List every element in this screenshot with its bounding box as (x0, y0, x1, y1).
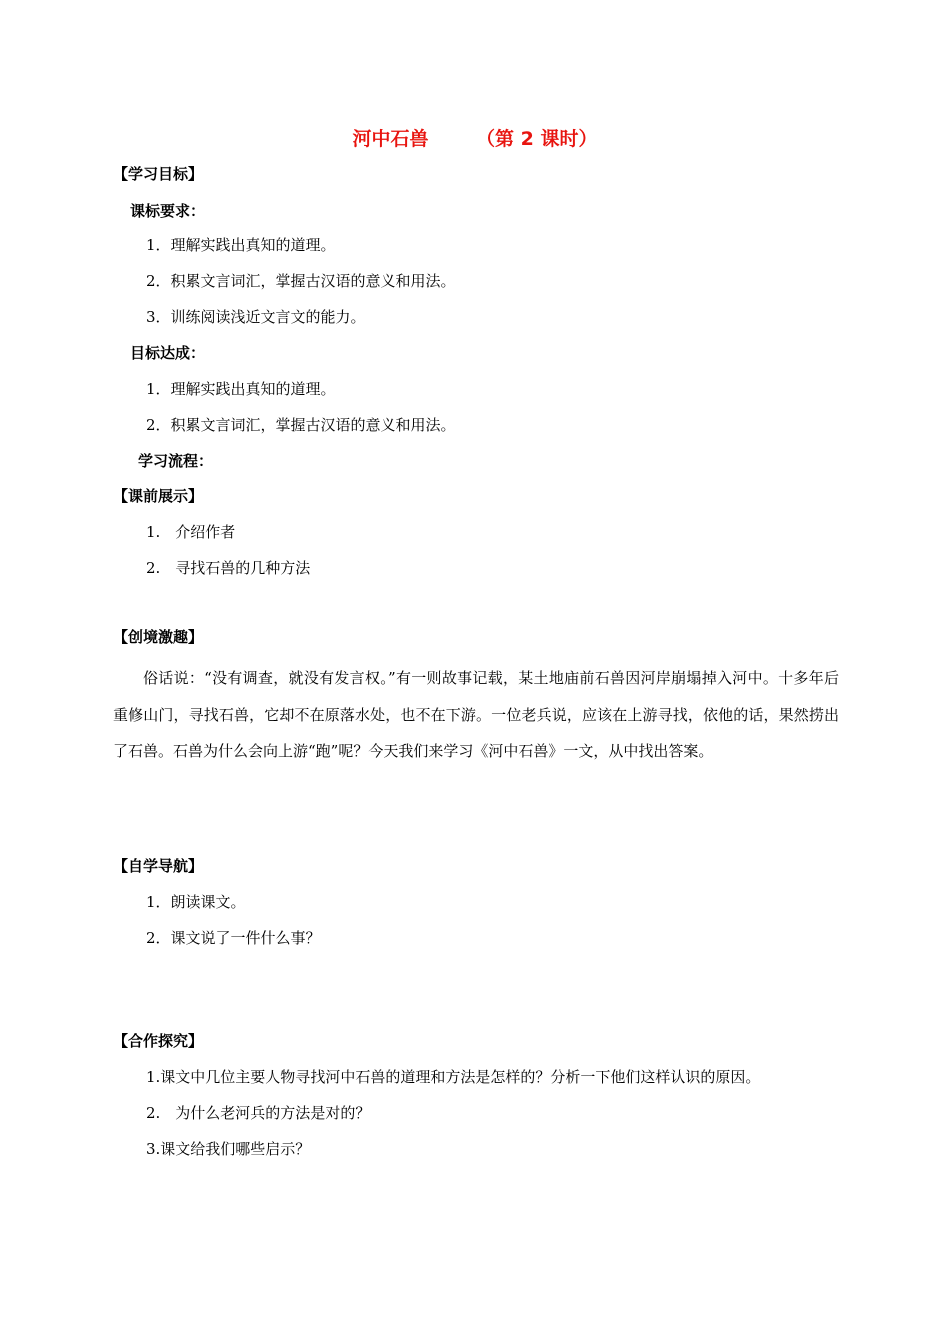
section-heading-self-study: 【自学导航】 (113, 857, 204, 875)
list-item: 2．积累文言词汇，掌握古汉语的意义和用法。 (146, 416, 456, 434)
list-item: 2．积累文言词汇，掌握古汉语的意义和用法。 (146, 272, 456, 290)
list-item: 2. 为什么老河兵的方法是对的？ (146, 1104, 371, 1122)
scenario-paragraph: 俗话说：“没有调查，就没有发言权。”有一则故事记载，某土地庙前石兽因河岸崩塌掉入河中。十多年后重修山门，寻找石兽，它却不在原落水处，也不在下游。一位老兵说，应该在上游寻找，依他的话，果然捞出了石兽。石兽为什么会向上游“跑”呢？今天我们来学习《河中石兽》一文，从中找出答案。 (113, 669, 839, 760)
list-item: 1．朗读课文。 (146, 893, 246, 911)
list-item: 1．理解实践出真知的道理。 (146, 380, 336, 398)
curriculum-label: 课标要求： (130, 202, 206, 220)
list-item: 1. 介绍作者 (146, 523, 236, 541)
list-item: 1．理解实践出真知的道理。 (146, 236, 336, 254)
section-heading-scenario: 【创境激趣】 (113, 628, 204, 646)
page-title: 河中石兽 （第 2 课时） (352, 128, 598, 150)
section-heading-objectives: 【学习目标】 (113, 165, 204, 183)
section-heading-preview: 【课前展示】 (113, 487, 204, 505)
list-item: 3.课文给我们哪些启示？ (146, 1140, 311, 1158)
flow-label: 学习流程： (138, 452, 214, 470)
list-item: 1.课文中几位主要人物寻找河中石兽的道理和方法是怎样的？分析一下他们这样认识的原因。 (146, 1068, 761, 1086)
list-item: 2. 寻找石兽的几种方法 (146, 559, 311, 577)
list-item: 2．课文说了一件什么事？ (146, 929, 321, 947)
list-item: 3．训练阅读浅近文言文的能力。 (146, 308, 366, 326)
section-heading-cooperation: 【合作探究】 (113, 1032, 204, 1050)
achieve-label: 目标达成： (130, 344, 206, 362)
